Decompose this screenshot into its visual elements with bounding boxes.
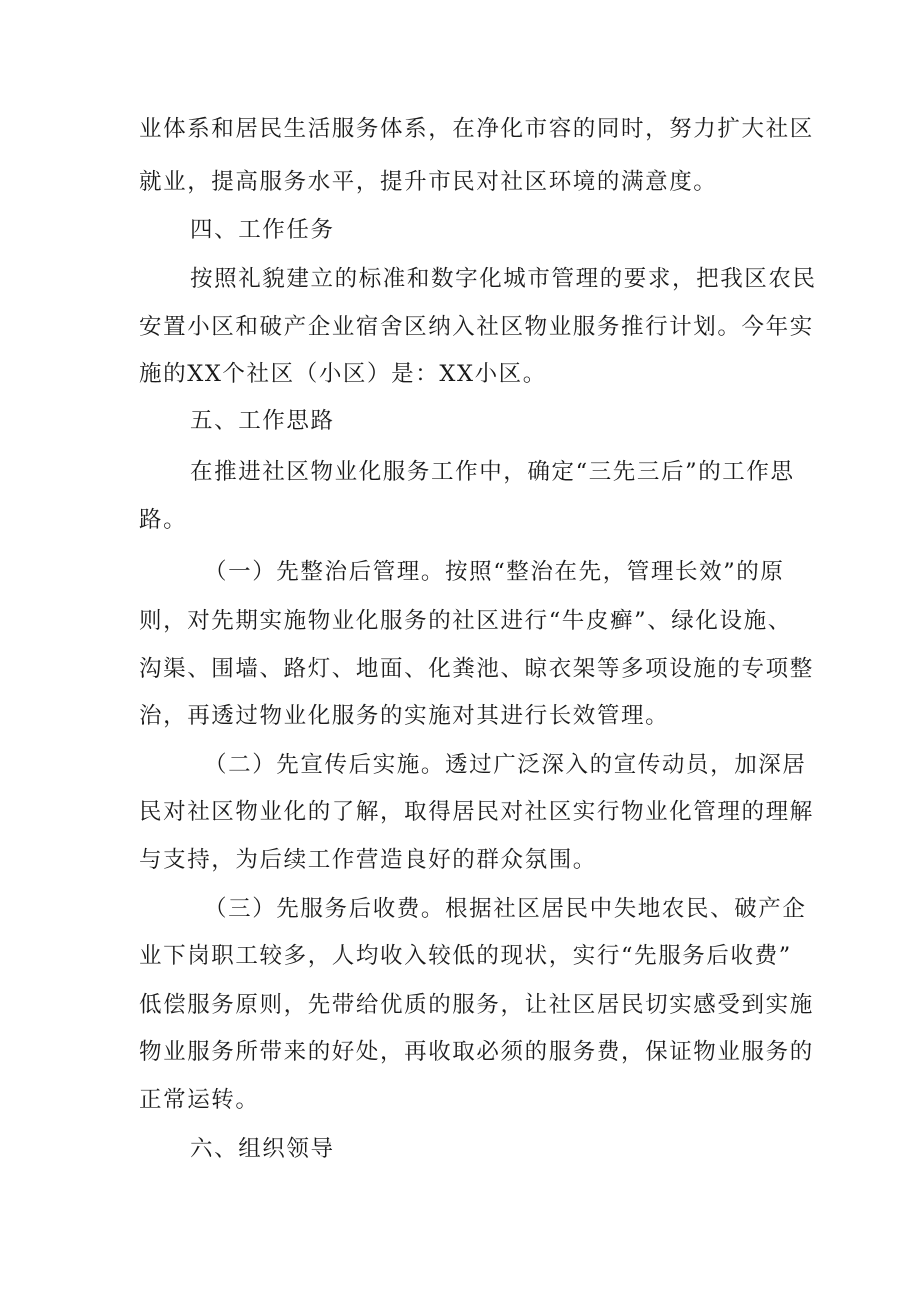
paragraph-line: 业体系和居民生活服务体系，在净化市容的同时，努力扩大社区	[139, 116, 814, 142]
section-heading: 四、工作任务	[190, 217, 335, 243]
paragraph-line: 物业服务所带来的好处，再收取必须的服务费，保证物业服务的	[139, 1039, 814, 1065]
paragraph-line: 安置小区和破产企业宿舍区纳入社区物业服务推行计划。今年实	[139, 314, 814, 340]
paragraph-line: （二）先宣传后实施。透过广泛深入的宣传动员，加深居	[204, 752, 807, 778]
paragraph-line: （三）先服务后收费。根据社区居民中失地农民、破产企	[204, 896, 807, 922]
paragraph-line: 与支持，为后续工作营造良好的群众氛围。	[139, 847, 597, 873]
section-heading: 六、组织领导	[190, 1136, 335, 1162]
paragraph-line: 治，再透过物业化服务的实施对其进行长效管理。	[139, 703, 670, 729]
paragraph-line: 低偿服务原则，先带给优质的服务，让社区居民切实感受到实施	[139, 992, 814, 1018]
paragraph-line: （一）先整治后管理。按照“整治在先，管理长效”的原	[204, 559, 785, 585]
paragraph-line: 民对社区物业化的了解，取得居民对社区实行物业化管理的理解	[139, 799, 814, 825]
paragraph-line: 则，对先期实施物业化服务的社区进行“牛皮癣”、绿化设施、	[139, 608, 792, 634]
paragraph-line: 按照礼貌建立的标准和数字化城市管理的要求，把我区农民	[190, 266, 817, 292]
paragraph-line: 正常运转。	[139, 1087, 260, 1113]
section-heading: 五、工作思路	[190, 408, 335, 434]
paragraph-line: 沟渠、围墙、路灯、地面、化粪池、晾衣架等多项设施的专项整	[139, 656, 814, 682]
paragraph-line: 就业，提高服务水平，提升市民对社区环境的满意度。	[139, 169, 718, 195]
paragraph-line: 在推进社区物业化服务工作中，确定“三先三后”的工作思	[190, 459, 795, 485]
paragraph-line: 业下岗职工较多，人均收入较低的现状，实行“先服务后收费”	[139, 943, 792, 969]
paragraph-line: 施的XX个社区（小区）是：XX小区。	[139, 361, 547, 387]
paragraph-line: 路。	[139, 507, 188, 533]
